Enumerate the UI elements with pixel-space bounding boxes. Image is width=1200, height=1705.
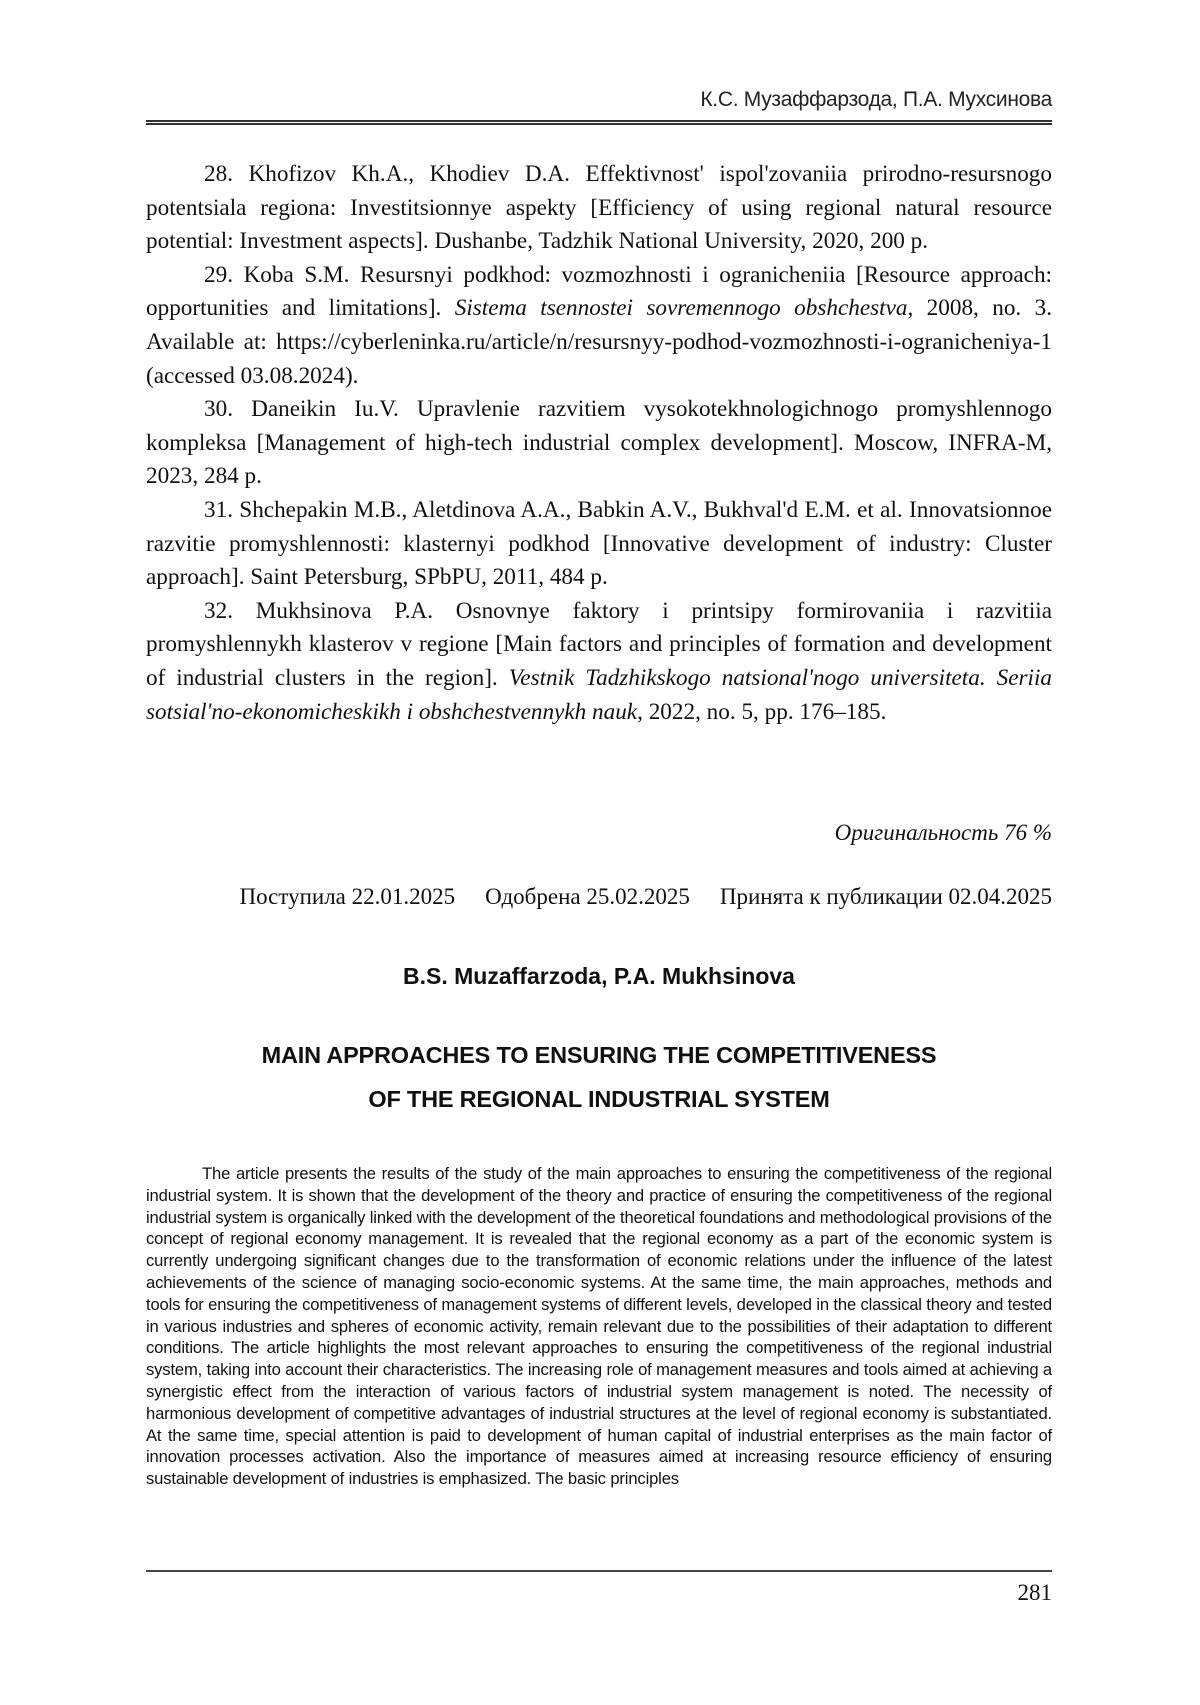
reference-text: , 2022, no. 5, pp. 176–185. — [637, 698, 887, 725]
running-head: К.С. Музаффарзода, П.А. Мухсинова — [700, 88, 1052, 111]
english-title-line-2: OF THE REGIONAL INDUSTRIAL SYSTEM — [368, 1086, 830, 1112]
accepted-date: Принята к публикации 02.04.2025 — [719, 884, 1052, 909]
english-title — [146, 1033, 1052, 1121]
reference-item — [146, 393, 1052, 494]
reference-text: Khofizov Kh.A., Khodiev D.A. Effektivnost' ispol'zovaniia prirodno-resursnogo potentsiala regiona: Investitsionnye aspekty [Efficiency of using regional natural resource potential: Investment aspects]. Dushanbe, Tadzhik National University, 2020, 200 p. — [146, 161, 1052, 255]
english-authors: B.S. Muzaffarzoda, P.A. Mukhsinova — [403, 963, 795, 989]
reference-text: Mukhsinova P.A. Osnovnye faktory i printsipy formirovaniia i razvitiia promyshlennykh klasterov v regione [Main factors and principles of formation and development of industrial clusters in the region]. — [146, 597, 1052, 691]
reference-text: Koba S.M. Resursnyi podkhod: vozmozhnosti i ogranicheniia [Resource approach: opportunities and limitations]. — [146, 261, 1052, 322]
english-title-line-1: MAIN APPROACHES TO ENSURING THE COMPETITIVENESS — [261, 1042, 937, 1068]
reference-list — [146, 158, 1052, 729]
reference-item — [146, 494, 1052, 595]
footer-rule — [146, 1570, 1052, 1572]
header-double-rule — [146, 120, 1052, 125]
reference-number: 32. — [204, 597, 233, 624]
reference-number: 29. — [204, 261, 233, 288]
reference-text: Shchepakin M.B., Aletdinova A.A., Babkin A.V., Bukhval'd E.M. et al. Innovatsionnoe razvitie promyshlennosti: klasternyi podkhod [Innovative development of industry: Cluster approach]. Saint Petersburg, SPbPU, 2011, 484 p. — [146, 496, 1052, 591]
originality-note: Оригинальность 76 % — [834, 820, 1052, 845]
reference-source-title: Sistema tsennostei sovremennogo obshchestva — [454, 295, 908, 322]
reference-number: 30. — [204, 396, 233, 423]
reference-item — [146, 158, 1052, 259]
reference-text: , 2008, no. 3. Available at: https://cyberleninka.ru/article/n/resursnyy-podhod-vozmozhnosti-i-ogranicheniya-1 (accessed 03.08.2024). — [146, 295, 1052, 389]
reference-item — [146, 259, 1052, 393]
reference-text: Daneikin Iu.V. Upravlenie razvitiem vysokotekhnologichnogo promyshlennogo kompleksa [Management of high-tech industrial complex development]. Moscow, INFRA-M, 2023, 284 p. — [146, 396, 1052, 490]
reference-number: 31. — [204, 496, 233, 523]
received-date: Поступила 22.01.2025 — [239, 884, 456, 909]
reference-item — [146, 595, 1052, 729]
reference-source-title: Vestnik Tadzhikskogo natsional'nogo universiteta. Seriia sotsial'no-ekonomicheskikh i obshchestvennykh nauk — [146, 664, 1052, 725]
english-abstract: The article presents the results of the study of the main approaches to ensuring the competitiveness of the regional industrial system. It is shown that the development of the theory and practice of ensuring the competitiveness of the regional industrial system is organically linked with the development of the theoretical foundations and methodological provisions of the concept of regional economy management. It is revealed that the regional economy as a part of the economic system is currently undergoing significant changes due to the transformation of economic relations under the influence of the latest achievements of the science of managing socio-economic systems. At the same time, the main approaches, methods and tools for ensuring the competitiveness of management systems of different levels, developed in the classical theory and tested in various industries and spheres of economic activity, remain relevant due to the possibilities of their adaptation to different conditions. The article highlights the most relevant approaches to ensuring the competitiveness of the regional industrial system, taking into account their characteristics. The increasing role of management measures and tools aimed at achieving a synergistic effect from the interaction of various factors of industrial system management is noted. The necessity of harmonious development of competitive advantages of industrial structures at the level of regional economy is substantiated. At the same time, special attention is paid to development of human capital of industrial enterprises as the main factor of innovation processes activation. Also the importance of measures aimed at increasing resource efficiency of ensuring sustainable development of industries is emphasized. The basic principles — [146, 1164, 1052, 1489]
reference-number: 28. — [204, 161, 233, 187]
publication-dates — [146, 884, 1052, 910]
approved-date: Одобрена 25.02.2025 — [485, 884, 690, 909]
page-number: 281 — [1017, 1580, 1052, 1605]
